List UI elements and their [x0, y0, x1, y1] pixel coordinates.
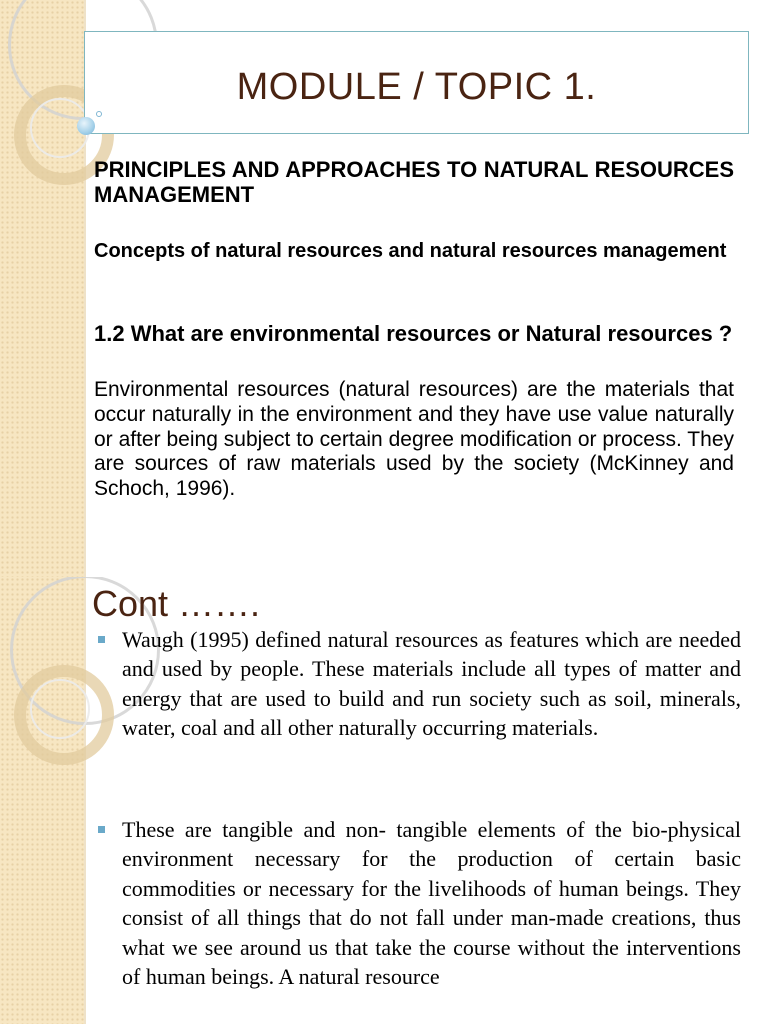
square-bullet-icon [98, 636, 105, 643]
title-bullet-small-icon [96, 111, 102, 117]
heading-concepts: Concepts of natural resources and natural resources management [94, 240, 727, 262]
decorative-ring [30, 679, 90, 739]
slide-title: MODULE / TOPIC 1. [236, 66, 597, 108]
square-bullet-icon [98, 826, 105, 833]
slide-title: Cont ……. [92, 583, 261, 624]
heading-principles: PRINCIPLES AND APPROACHES TO NATURAL RESOURCES MANAGEMENT [94, 157, 734, 207]
heading-question: 1.2 What are environmental resources or Natural resources ? [94, 321, 733, 346]
title-bullet-icon [77, 117, 95, 135]
definition-paragraph: Environmental resources (natural resources) are the materials that occur naturally in the environment and they have use value naturally or after being subject to certain degree modification or process. They are sources of raw materials used by the society (McKinney and Schoch, 1996). [94, 378, 734, 501]
list-item-text: These are tangible and non- tangible elements of the bio-physical environment necessary for the production of certain basic commodities or necessary for the livelihoods of human beings. They consist of all things that do not fall under man-made creations, thus what we see around us that take the course without the interventions of human beings. A natural resource [122, 817, 741, 990]
list-item-text: Waugh (1995) defined natural resources as features which are needed and used by people. These materials include all types of matter and energy that are used to build and run society such as soil, minerals, water, coal and all other naturally occurring materials. [122, 627, 741, 741]
slide-2 [0, 577, 768, 1024]
title-box [84, 31, 749, 134]
